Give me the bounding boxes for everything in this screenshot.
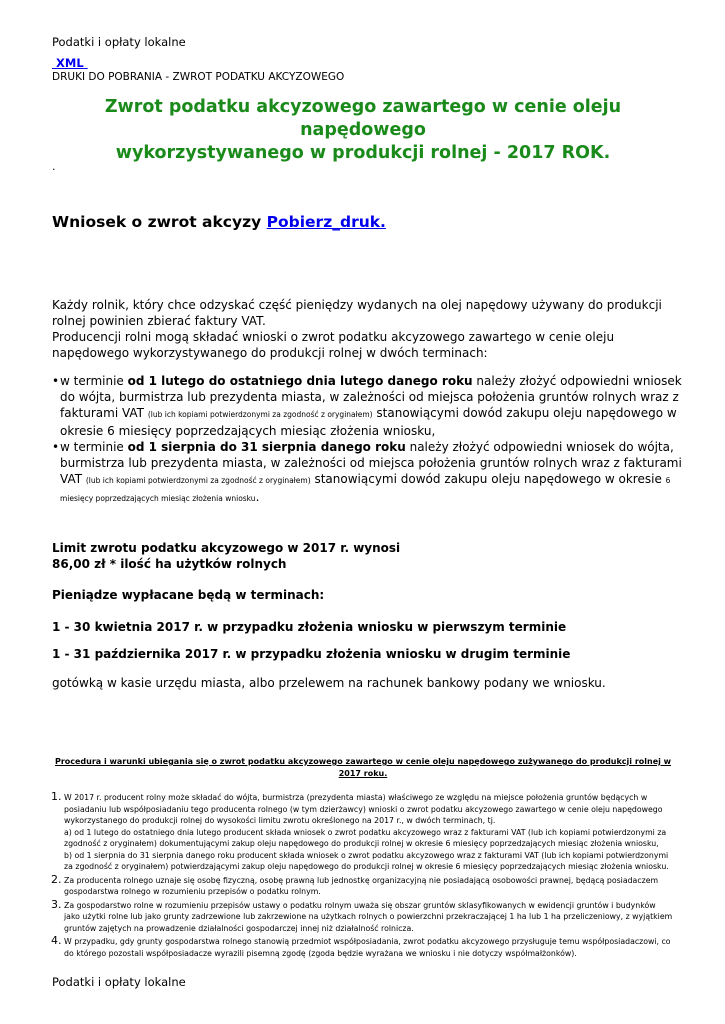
page-title <box>52 96 674 165</box>
bullet-text: stanowiącymi dowód zakupu oleju napędowego w okresie <box>310 472 666 486</box>
bullet-bold-text: od 1 lutego do ostatniego dnia lutego danego roku <box>127 374 473 388</box>
procedure-text: Za producenta rolnego uznaje się osobę fizyczną, osobę prawną lub jednostkę organizacyjną nie posiadającą osobowości prawnej, będącą posiadaczem gospodarstwa rolnego w rozumieniu przepisów o podatku rolnym. <box>64 875 659 896</box>
procedure-item-3 <box>51 897 674 935</box>
procedure-item-2 <box>51 872 674 898</box>
xml-link-label[interactable]: XML <box>56 56 84 70</box>
download-form-link[interactable]: Pobierz_druk. <box>266 213 386 231</box>
bullet-text: w terminie <box>60 374 128 388</box>
footer-breadcrumb[interactable]: Podatki i opłaty lokalne <box>52 975 186 989</box>
form-heading-label: Wniosek o zwrot akcyzy <box>52 213 262 231</box>
procedure-subitem-a: a) od 1 lutego do ostatniego dnia lutego producent składa wniosek o zwrot podatku akcyzowego wraz z fakturami VAT (lub ich kopiami potwierdzonymi za zgodność z oryginałem) dokumentującymi zakup oleju napędowego do produkcji rolnej w okresie 6 miesięcy poprzedzających miesiąc złożenia wniosku, <box>64 827 667 848</box>
xml-link[interactable] <box>52 56 88 70</box>
procedure-item-4 <box>52 936 674 959</box>
procedure-number: 3. <box>51 897 62 911</box>
procedure-number: 2. <box>51 872 62 886</box>
separator-dot: . <box>52 160 56 173</box>
intro-paragraph-2: Producencji rolni mogą składać wnioski o zwrot podatku akcyzowego zawartego w cenie oleju napędowego wykorzystywanego do produkcji rolnej w dwóch terminach: <box>52 330 615 360</box>
limit-line-2: 86,00 zł * ilość ha użytków rolnych <box>52 557 287 571</box>
limit-info <box>52 540 400 572</box>
deadline-list <box>52 373 682 507</box>
intro-text <box>52 297 674 361</box>
bullet-small-text: (lub ich kopiami potwierdzonymi za zgodność z oryginałem) <box>85 476 311 485</box>
bullet-small-text: 6 miesięcy poprzedzających miesiąc złożenia wniosku <box>60 476 671 503</box>
procedure-number: 1. <box>51 790 62 803</box>
form-heading <box>52 213 386 231</box>
bullet-bold-text: od 1 sierpnia do 31 sierpnia danego roku <box>127 440 406 454</box>
bullet-small-text: (lub ich kopiami potwierdzonymi za zgodność z oryginałem) <box>147 410 373 419</box>
bullet-text: w terminie <box>60 440 128 454</box>
procedure-number: 4. <box>51 934 62 947</box>
procedure-title: Procedura i warunki ubiegania się o zwrot podatku akcyzowego zawartego w cenie oleju napędowego zużywanego do produkcji rolnej w 2017 roku. <box>54 757 672 778</box>
bullet-text: . <box>255 490 260 504</box>
intro-paragraph-1: Każdy rolnik, który chce odzyskać część pieniędzy wydanych na olej napędowy używany do produkcji rolnej powinien zbierać faktury VAT. <box>52 298 662 328</box>
procedure-item-1 <box>52 792 674 873</box>
limit-line-1: Limit zwrotu podatku akcyzowego w 2017 r. wynosi <box>52 541 401 555</box>
procedure-list <box>52 792 674 961</box>
payment-term-2: 1 - 31 października 2017 r. w przypadku złożenia wniosku w drugim terminie <box>52 647 571 661</box>
payment-heading: Pieniądze wypłacane będą w terminach: <box>52 588 325 602</box>
bullet-text: stanowiącymi dowód zakupu oleju napędowego w okresie 6 miesięcy poprzedzających miesiąc złożenia wniosku, <box>60 406 677 438</box>
procedure-text: Za gospodarstwo rolne w rozumieniu przepisów ustawy o podatku rolnym uważa się obszar gruntów sklasyfikowanych w ewidencji gruntów i budynków jako użytki rolne lub jako grunty zadrzewione lub zakrzewione na użytkach rolnych o powierzchni przekraczającej 1 ha lub 1 ha przeliczeniowy, z wyjątkiem gruntów zajętych na prowadzenie działalności gospodarczej innej niż działalność rolnicza. <box>64 900 673 933</box>
page-title-line-1: Zwrot podatku akcyzowego zawartego w cenie oleju napędowego <box>104 97 622 140</box>
breadcrumb[interactable]: Podatki i opłaty lokalne <box>52 35 186 49</box>
procedure-text: W przypadku, gdy grunty gospodarstwa rolnego stanowią przedmiot współposiadania, zwrot podatku akcyzowego przysługuje temu współposiadaczowi, co do którego pozostali współposiadacze wyrazili pisemną zgodę (zgoda będzie wyrażana we wniosku i nie dotyczy współmałżonków). <box>64 937 671 958</box>
procedure-subitem-b: b) od 1 sierpnia do 31 sierpnia danego roku producent składa wniosek o zwrot podatku akcyzowego wraz z fakturami VAT (lub ich kopiami potwierdzonymi za zgodność z oryginałem) potwierdzającymi zakup oleju napędowego do produkcji rolnej w okresie 6 miesięcy poprzedzających miesiąc złożenia wniosku. <box>64 850 669 871</box>
deadline-item-february <box>60 373 682 439</box>
bullet-text: należy złożyć odpowiedni wniosek do wójta, burmistrza lub prezydenta miasta, w zależności od miejsca położenia gruntów rolnych wraz z fakturami VAT <box>60 440 682 486</box>
page-title-line-2: wykorzystywanego w produkcji rolnej - 2017 ROK. <box>115 143 611 163</box>
procedure-text: W 2017 r. producent rolny może składać do wójta, burmistrza (prezydenta miasta) właściwego ze względu na miejsce położenia gruntów będących w posiadaniu lub współposiadaniu tego producenta rolnego (w tym dzierżawcy) wnioski o zwrot podatku akcyzowego zawartego w cenie oleju napędowego wykorzystanego do produkcji rolnej do wysokości limitu zwrotu określonego na 2017 r., w dwóch terminach, tj. <box>64 793 663 825</box>
payment-method: gotówką w kasie urzędu miasta, albo przelewem na rachunek bankowy podany we wniosku. <box>52 676 606 690</box>
deadline-item-august <box>60 439 682 507</box>
payment-term-1: 1 - 30 kwietnia 2017 r. w przypadku złożenia wniosku w pierwszym terminie <box>52 620 567 634</box>
section-label: DRUKI DO POBRANIA - ZWROT PODATKU AKCYZOWEGO <box>52 71 345 83</box>
bullet-text: należy złożyć odpowiedni wniosek do wójta, burmistrza lub prezydenta miasta, w zależności od miejsca położenia gruntów rolnych wraz z fakturami VAT <box>60 374 682 420</box>
